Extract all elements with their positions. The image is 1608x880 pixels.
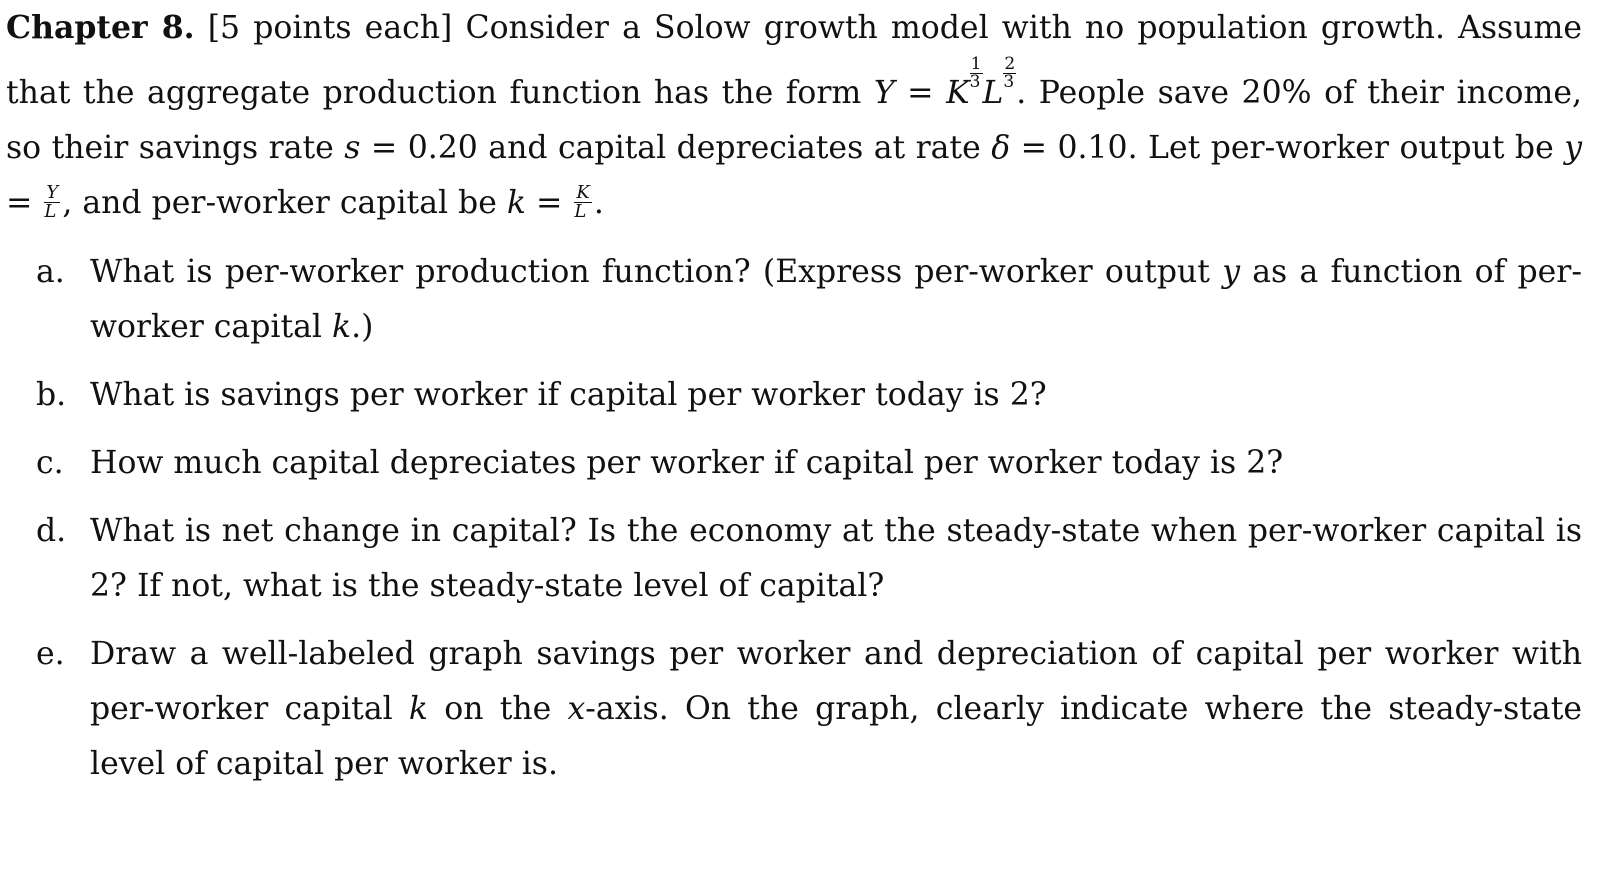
equals-sign-3: = — [525, 185, 573, 221]
question-text: What is net change in capital? Is the economy at the steady-state when per-worker capital is 2? If not, what is the steady-state level of capital? — [90, 513, 1582, 604]
question-marker: e. — [36, 636, 65, 672]
chapter-heading: Chapter 8. — [6, 9, 195, 46]
var-y: y — [1222, 254, 1241, 290]
intro-text-5: , and per-worker capital be — [62, 185, 507, 221]
question-marker: c. — [36, 445, 64, 481]
question-text: -axis. On the graph, clearly indicate where the steady-state level of capital per worker is. — [90, 691, 1582, 782]
document-page — [6, 0, 1583, 782]
fraction-k-over-l: $\frac{K}{L}$ — [574, 182, 590, 222]
equals-sign: = — [894, 75, 947, 111]
var-y: y — [1564, 130, 1582, 166]
question-text: .) — [351, 309, 374, 345]
var-Y: Y — [873, 75, 895, 111]
question-text: Draw a well-labeled graph savings per worker and depreciation of capital per worker with per-worker capital — [90, 636, 1582, 727]
intro-text-2: . People save 20% of their income, so their savings rate — [6, 75, 1583, 166]
question-text: on the — [428, 691, 568, 727]
var-s: s — [344, 130, 361, 166]
exponent-k: 1 3 — [969, 54, 982, 92]
exponent-l: 2 3 — [1003, 54, 1016, 92]
question-a — [36, 245, 1582, 355]
fraction-y-over-l: $\frac{Y}{L}$ — [44, 182, 59, 222]
intro-text-3: = 0.20 and capital depreciates at rate — [360, 130, 992, 166]
points-note: [5 points each] — [207, 10, 453, 46]
problem-intro — [6, 0, 1582, 231]
var-L: L — [982, 75, 1004, 111]
question-e — [36, 627, 1582, 792]
var-k: k — [408, 691, 428, 727]
question-d — [36, 504, 1582, 614]
question-text: How much capital depreciates per worker if capital per worker today is 2? — [90, 445, 1284, 481]
var-k: k — [331, 309, 352, 345]
var-delta: δ — [991, 130, 1011, 166]
intro-text-1: Consider a Solow growth model with no population growth. Assume that the aggregate production function has the form — [6, 10, 1583, 111]
var-k: k — [506, 185, 526, 221]
question-marker: d. — [36, 513, 67, 549]
question-list — [36, 245, 1582, 805]
question-b — [36, 368, 1582, 423]
question-c — [36, 436, 1582, 491]
question-marker: b. — [36, 377, 67, 413]
question-text: as a function of per-worker capital — [90, 254, 1582, 345]
question-text: What is per-worker production function? (Express per-worker output — [90, 254, 1223, 290]
var-K: K — [946, 75, 970, 111]
question-text: What is savings per worker if capital per worker today is 2? — [90, 377, 1047, 413]
equals-sign-2: = — [6, 185, 43, 221]
intro-text-4: = 0.10. Let per-worker output be — [1010, 130, 1565, 166]
intro-text-6: . — [593, 185, 604, 221]
question-marker: a. — [36, 254, 65, 290]
var-x: x — [567, 691, 586, 727]
